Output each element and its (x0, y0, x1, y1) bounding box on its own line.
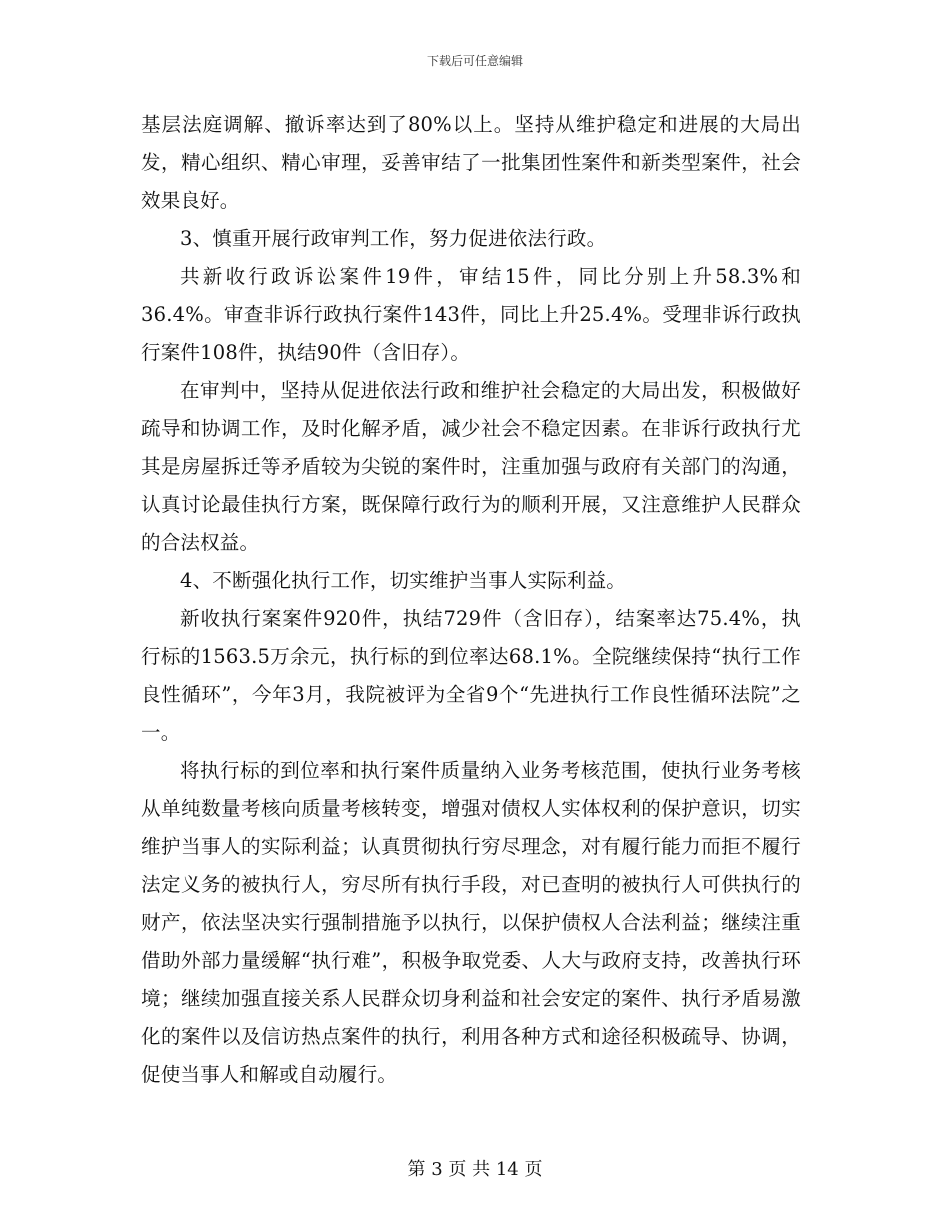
document-body (141, 106, 801, 1094)
paragraph-7: 将执行标的到位率和执行案件质量纳入业务考核范围，使执行业务考核从单纯数量考核向质量考核转变，增强对债权人实体权利的保护意识，切实维护当事人的实际利益；认真贯彻执行穷尽理念，对有履行能力而拒不履行法定义务的被执行人，穷尽所有执行手段，对已查明的被执行人可供执行的财产，依法坚决实行强制措施予以执行，以保护债权人合法利益；继续注重借助外部力量缓解“执行难”，积极争取党委、人大与政府支持，改善执行环境；继续加强直接关系人民群众切身利益和社会安定的案件、执行矛盾易激化的案件以及信访热点案件的执行，利用各种方式和途径积极疏导、协调，促使当事人和解或自动履行。 (141, 759, 801, 1086)
page-footer-number: 第 3 页 共 14 页 (407, 1159, 543, 1180)
paragraph-6: 新收执行案案件920件，执结729件（含旧存），结案率达75.4%，执行标的1563.5万余元，执行标的到位率达68.1%。全院继续保持“执行工作良性循环”，今年3月，我院被评为全省9个“先进执行工作良性循环法院”之一。 (141, 607, 801, 744)
paragraph-3: 共新收行政诉讼案件19件，审结15件，同比分别上升58.3%和36.4%。审查非诉行政执行案件143件，同比上升25.4%。受理非诉行政执行案件108件，执结90件（含旧存）。 (141, 265, 801, 364)
paragraph-4: 在审判中，坚持从促进依法行政和维护社会稳定的大局出发，积极做好疏导和协调工作，及时化解矛盾，减少社会不稳定因素。在非诉行政执行尤其是房屋拆迁等矛盾较为尖锐的案件时，注重加强与政府有关部门的沟通，认真讨论最佳执行方案，既保障行政行为的顺利开展，又注意维护人民群众的合法权益。 (141, 379, 801, 554)
paragraph-5-heading: 4、不断强化执行工作，切实维护当事人实际利益。 (180, 569, 627, 592)
paragraph-1: 基层法庭调解、撤诉率达到了80%以上。坚持从维护稳定和进展的大局出发，精心组织、精心审理，妥善审结了一批集团性案件和新类型案件，社会效果良好。 (141, 113, 801, 212)
page-header-note: 下载后可任意编辑 (426, 54, 523, 68)
paragraph-2-heading: 3、慎重开展行政审判工作，努力促进依法行政。 (180, 227, 607, 250)
